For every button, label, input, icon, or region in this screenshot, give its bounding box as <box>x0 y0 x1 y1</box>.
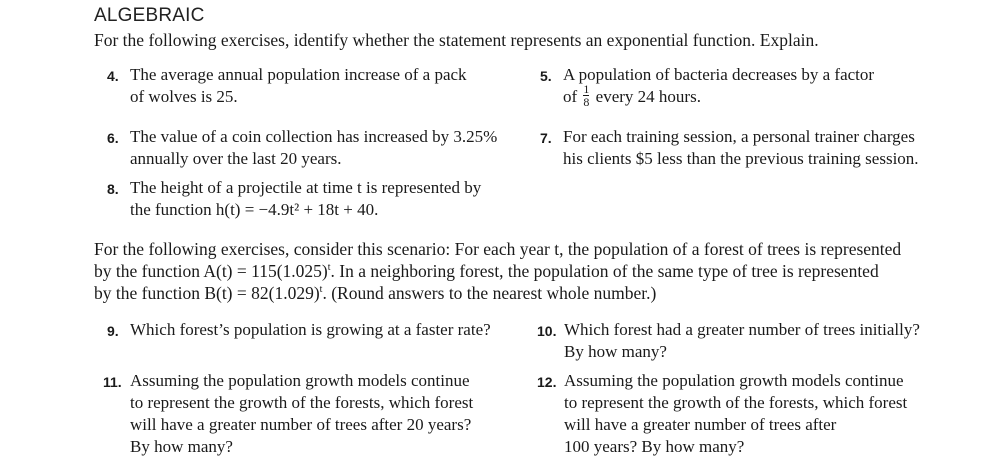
exercise-number: 8. <box>107 181 119 197</box>
fraction-denominator: 8 <box>583 94 590 109</box>
exercise-text: Assuming the population growth models continue <box>564 371 904 390</box>
fraction-numerator: 1 <box>583 81 590 96</box>
exercise-7 <box>540 126 995 170</box>
exercise-text: will have a greater number of trees after <box>564 415 837 434</box>
section-heading: ALGEBRAIC <box>94 5 205 26</box>
exercise-5 <box>540 64 980 108</box>
paragraph-line: by the function $A(t) = 115(1.025)^t$. In a neighboring forest, the population of the same type of tree is represented <box>94 261 879 281</box>
exercise-text: By how many? <box>130 437 233 456</box>
exercise-9 <box>107 319 527 341</box>
exercise-text: The height of a projectile at time t is represented by <box>130 178 482 197</box>
exercise-text: For each training session, a personal trainer charges <box>563 127 915 146</box>
paragraph-line: For the following exercises, consider this scenario: For each year t, the population of a forest of trees is represented <box>94 239 902 259</box>
exercise-text: 100 years? By how many? <box>564 437 745 456</box>
exercise-number: 12. <box>537 374 557 390</box>
fraction <box>583 83 589 108</box>
exercise-text: to represent the growth of the forests, which forest <box>564 393 908 412</box>
exercise-number: 10. <box>537 323 557 339</box>
exercise-text: of <box>563 87 578 106</box>
exercise-text: to represent the growth of the forests, which forest <box>130 393 474 412</box>
exercise-text: will have a greater number of trees after 20 years? <box>130 415 472 434</box>
exercise-6 <box>107 126 537 170</box>
exercise-number: 4. <box>107 68 119 84</box>
exercise-number: 7. <box>540 130 552 146</box>
exercise-text: annually over the last 20 years. <box>130 149 342 168</box>
intro-paragraph-2 <box>94 238 974 304</box>
exercise-number: 6. <box>107 130 119 146</box>
exercise-text: The average annual population increase of a pack <box>130 65 467 84</box>
exercise-text: Which forest had a greater number of trees initially? <box>564 320 920 339</box>
exercise-text: his clients $5 less than the previous training session. <box>563 149 919 168</box>
exercise-8 <box>107 177 537 221</box>
exercise-text-with-fraction <box>563 81 980 109</box>
exercise-text: Which forest’s population is growing at a faster rate? <box>130 320 491 339</box>
exercise-12 <box>537 370 992 458</box>
exercise-text: every 24 hours. <box>595 87 701 106</box>
exercise-text: A population of bacteria decreases by a factor <box>563 65 875 84</box>
exercise-11 <box>103 370 533 458</box>
exercise-text: of wolves is 25. <box>130 87 238 106</box>
exercise-number: 9. <box>107 323 119 339</box>
exercise-number: 5. <box>540 68 552 84</box>
exercise-text: By how many? <box>564 342 667 361</box>
exercise-10 <box>537 319 992 363</box>
exercise-4 <box>107 64 527 108</box>
exercise-text: Assuming the population growth models continue <box>130 371 470 390</box>
intro-paragraph-1: For the following exercises, identify whether the statement represents an exponential function. Explain. <box>94 30 819 50</box>
paragraph-line: by the function $B(t) = 82(1.029)^t$. (Round answers to the nearest whole number.) <box>94 283 657 303</box>
exercise-number: 11. <box>103 374 122 390</box>
exercise-text: the function h(t) = −4.9t² + 18t + 40. <box>130 200 379 219</box>
exercise-text: The value of a coin collection has increased by 3.25% <box>130 127 498 146</box>
